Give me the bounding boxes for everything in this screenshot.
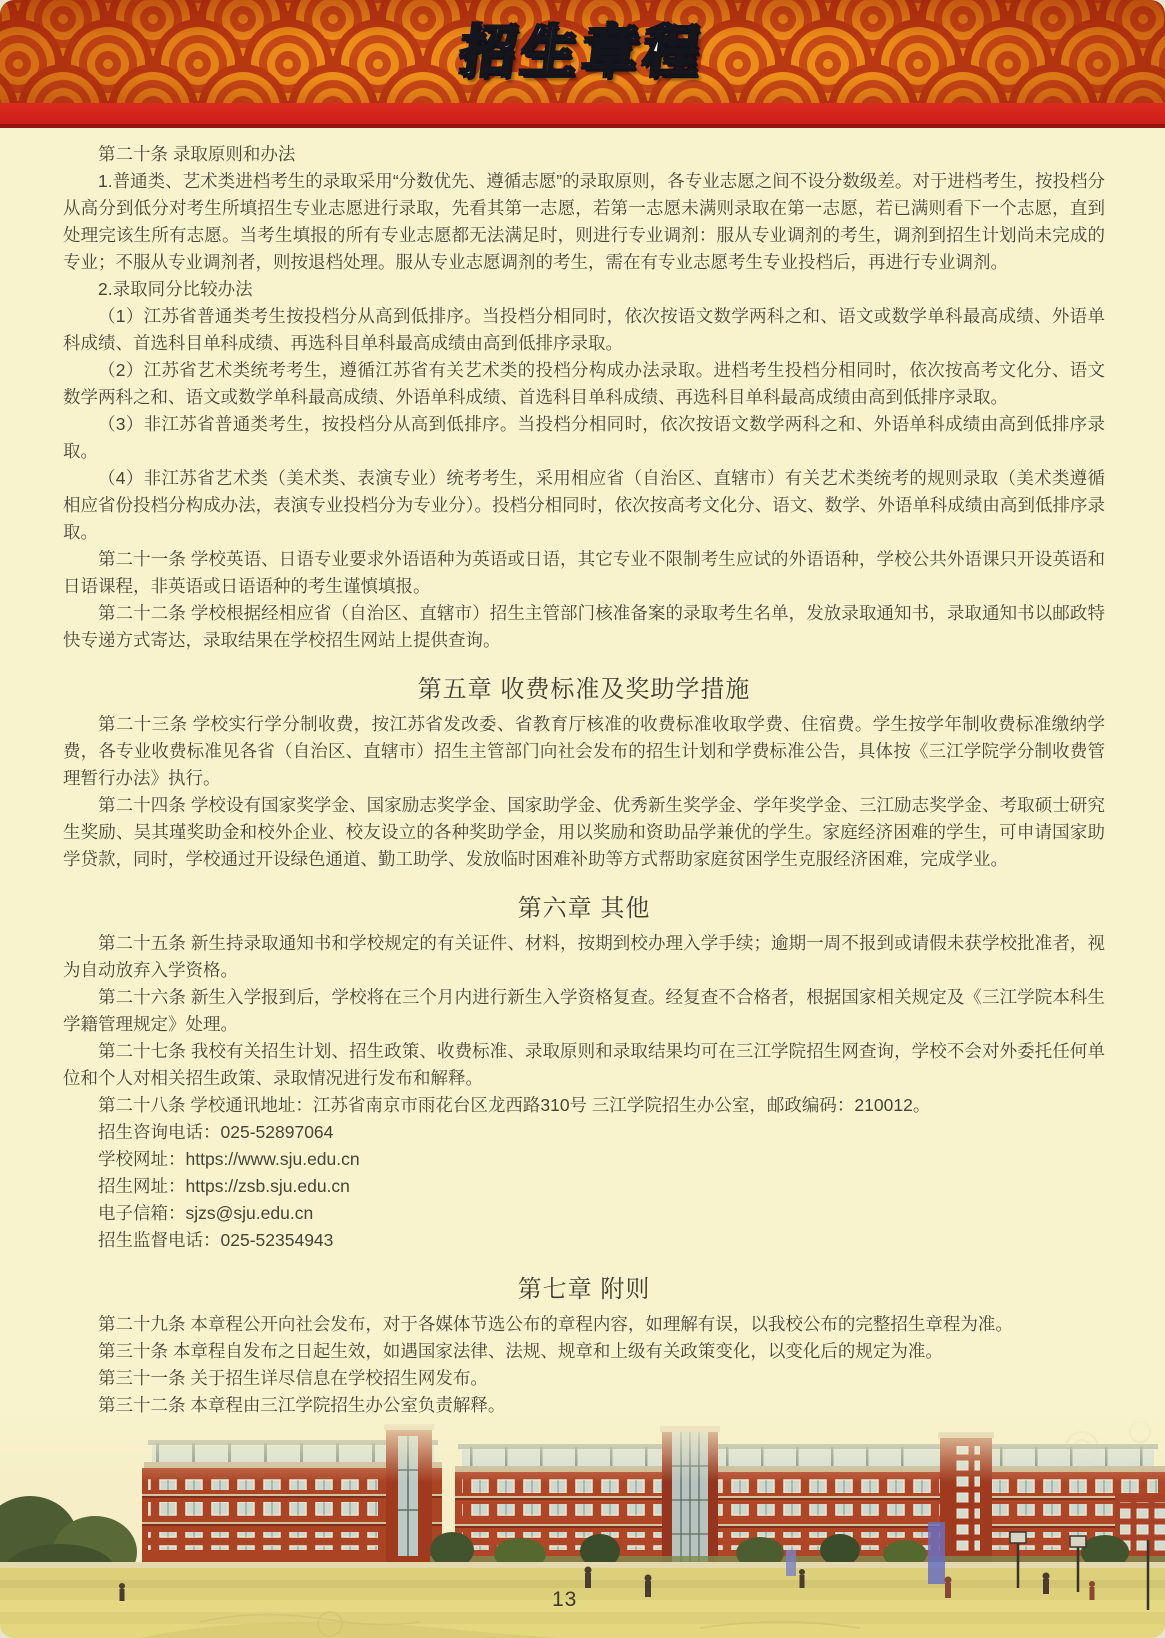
paragraph: 第二十九条 本章程公开向社会发布，对于各媒体节选公布的章程内容，如理解有误，以我校公布的完整招生章程为准。 [98, 1314, 1013, 1334]
paragraph: 第二十七条 我校有关招生计划、招生政策、收费标准、录取原则和录取结果均可在三江学院招生网查询，学校不会对外委托任何单位和个人对相关招生政策、录取情况进行发布和解释。 [63, 1041, 1105, 1088]
contact-line: 招生网址：https://zsb.sju.edu.cn [98, 1176, 350, 1196]
contact-line: 学校网址：https://www.sju.edu.cn [98, 1149, 360, 1169]
paragraph: 第二十条 录取原则和办法 [98, 144, 296, 164]
paragraph: 2.录取同分比较办法 [98, 279, 253, 299]
paragraph: （2）江苏省艺术类统考考生，遵循江苏省有关艺术类的投档分构成办法录取。进档考生投档分相同时，依次按高考文化分、语文数学两科之和、语文或数学单科最高成绩、外语单科成绩、首选科目单科成绩、再选科目单科最高成绩由高到低排序录取。 [63, 360, 1105, 407]
page-banner [0, 0, 1165, 103]
chapter-heading: 第六章 其他 [517, 895, 651, 922]
chapter-heading: 第七章 附则 [517, 1276, 651, 1303]
campus-photo-illustration [0, 1410, 1165, 1638]
page-title: 招生章程 [456, 19, 708, 83]
page-number: 13 [552, 1588, 578, 1611]
banner-divider [0, 103, 1165, 128]
contact-line: 招生监督电话：025-52354943 [98, 1230, 334, 1250]
chapter-heading: 第五章 收费标准及奖助学措施 [417, 676, 751, 703]
paragraph: 第二十三条 学校实行学分制收费，按江苏省发改委、省教育厅核准的收费标准收取学费、住宿费。学生按学年制收费标准缴纳学费，各专业收费标准见各省（自治区、直辖市）招生主管部门向社会发布的招生计划和学费标准公告，具体按《三江学院学分制收费管理暂行办法》执行。 [63, 714, 1105, 788]
paragraph: （4）非江苏省艺术类（美术类、表演专业）统考考生，采用相应省（自治区、直辖市）有关艺术类统考的规则录取（美术类遵循相应省份投档分构成办法，表演专业投档分为专业分）。投档分相同时，依次按高考文化分、语文、数学、外语单科成绩由高到低排序录取。 [63, 468, 1105, 542]
paragraph: 第二十一条 学校英语、日语专业要求外语语种为英语或日语，其它专业不限制考生应试的外语语种，学校公共外语课只开设英语和日语课程，非英语或日语语种的考生谨慎填报。 [63, 549, 1105, 596]
contact-line: 招生咨询电话：025-52897064 [98, 1122, 334, 1142]
paragraph: 第二十四条 学校设有国家奖学金、国家励志奖学金、国家助学金、优秀新生奖学金、学年奖学金、三江励志奖学金、考取硕士研究生奖励、吴其瑾奖助金和校外企业、校友设立的各种奖助学金，用以奖励和资助品学兼优的学生。家庭经济困难的学生，可申请国家助学贷款，同时，学校通过开设绿色通道、勤工助学、发放临时困难补助等方式帮助家庭贫困学生克服经济困难，完成学业。 [63, 795, 1105, 869]
paragraph: 第二十五条 新生持录取通知书和学校规定的有关证件、材料，按期到校办理入学手续；逾期一周不报到或请假未获学校批准者，视为自动放弃入学资格。 [63, 933, 1105, 980]
document-content [0, 128, 1165, 1419]
paragraph: 1.普通类、艺术类进档考生的录取采用“分数优先、遵循志愿”的录取原则，各专业志愿之间不设分数级差。对于进档考生，按投档分从高分到低分对考生所填招生专业志愿进行录取，先看其第一志愿，若第一志愿未满则录取在第一志愿，若已满则看下一个志愿，直到处理完该生所有志愿。当考生填报的所有专业志愿都无法满足时，则进行专业调剂：服从专业调剂的考生，调剂到招生计划尚未完成的专业；不服从专业调剂者，则按退档处理。服从专业志愿调剂的考生，需在有专业志愿考生专业投档后，再进行专业调剂。 [63, 171, 1105, 272]
paragraph: （3）非江苏省普通类考生，按投档分从高到低排序。当投档分相同时，依次按语文数学两科之和、外语单科成绩由高到低排序录取。 [63, 414, 1105, 461]
paragraph: （1）江苏省普通类考生按投档分从高到低排序。当投档分相同时，依次按语文数学两科之和、语文或数学单科最高成绩、外语单科成绩、首选科目单科成绩、再选科目单科最高成绩由高到低排序录取。 [63, 306, 1105, 353]
paragraph: 第三十一条 关于招生详尽信息在学校招生网发布。 [98, 1368, 488, 1388]
paragraph: 第三十条 本章程自发布之日起生效，如遇国家法律、法规、规章和上级有关政策变化，以变化后的规定为准。 [98, 1341, 943, 1361]
campus-photo [0, 1410, 1165, 1638]
paragraph: 第二十八条 学校通讯地址：江苏省南京市雨花台区龙西路310号 三江学院招生办公室，邮政编码：210012。 [98, 1095, 931, 1115]
paragraph: 第三十二条 本章程由三江学院招生办公室负责解释。 [98, 1395, 506, 1415]
paragraph: 第二十六条 新生入学报到后，学校将在三个月内进行新生入学资格复查。经复查不合格者，根据国家相关规定及《三江学院本科生学籍管理规定》处理。 [63, 987, 1105, 1034]
paragraph: 第二十二条 学校根据经相应省（自治区、直辖市）招生主管部门核准备案的录取考生名单，发放录取通知书，录取通知书以邮政特快专递方式寄达，录取结果在学校招生网站上提供查询。 [63, 603, 1105, 650]
contact-line: 电子信箱：sjzs@sju.edu.cn [98, 1203, 314, 1223]
